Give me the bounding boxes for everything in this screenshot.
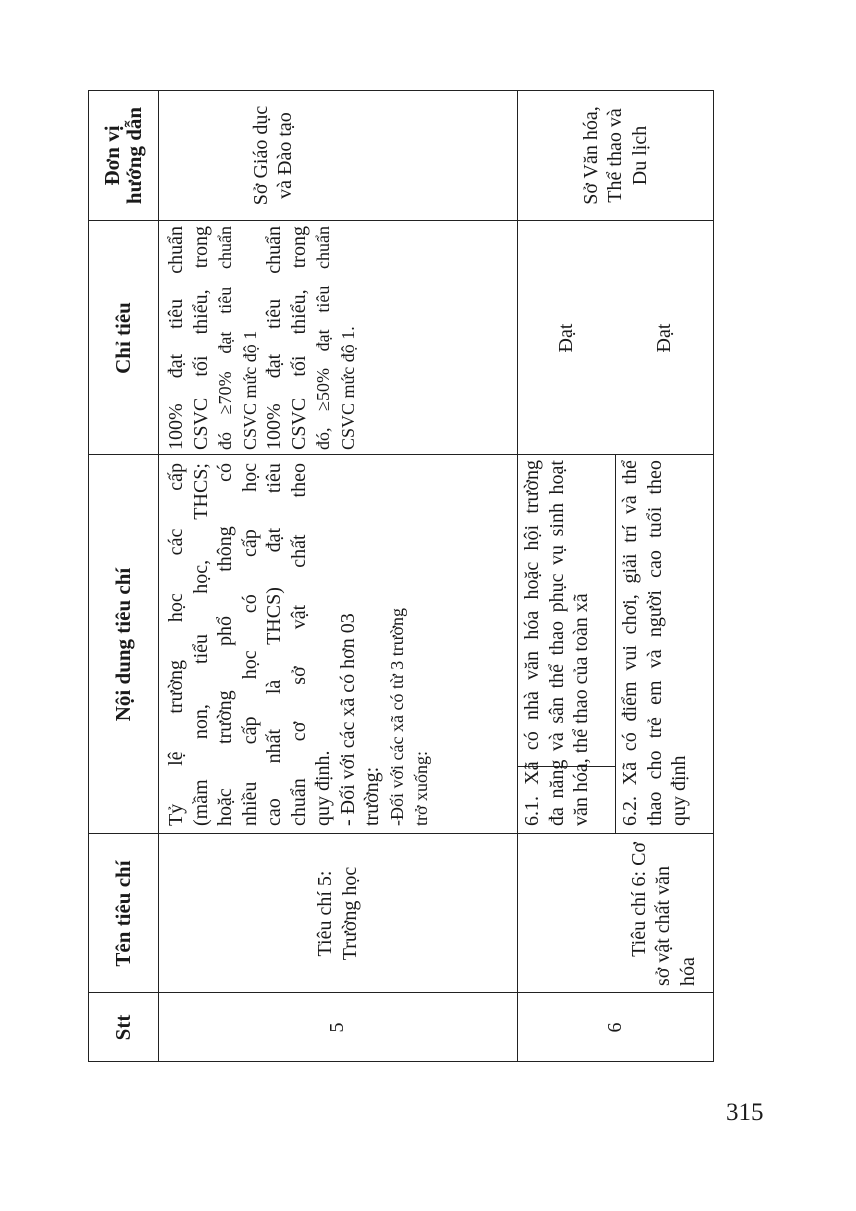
text-line: -Đối với các xã có từ 3 trường bbox=[386, 608, 407, 826]
text-line: đó ≥70% đạt tiêu chuẩn bbox=[215, 226, 235, 450]
row5-don-vi: Sở Giáo dục và Đào tạo bbox=[249, 105, 296, 206]
text-line: cao nhất là THCS) đạt tiêu bbox=[263, 463, 285, 826]
text-line: 6.2. Xã có điểm vui chơi, giải trí và thể bbox=[619, 460, 641, 826]
row6-don-vi: Sở Văn hóa, Thể thao và Du lịch bbox=[579, 106, 651, 205]
text-line: (mầm non, tiểu học, THCS; bbox=[189, 463, 212, 826]
subrow-divider bbox=[615, 455, 616, 834]
row6-sub-6-2 bbox=[618, 460, 692, 826]
row6-chi-tieu-6-1: Đạt bbox=[554, 323, 577, 353]
text-line: - Đối với các xã có hơn 03 bbox=[336, 613, 359, 826]
page-number: 315 bbox=[726, 1099, 764, 1126]
text-line: đa năng và sân thể thao phục vụ sinh hoạt bbox=[545, 460, 568, 826]
text-line: trở xuống: bbox=[411, 750, 431, 826]
header-noi-dung: Nội dung tiêu chí bbox=[111, 567, 135, 722]
text-line: nhiều cấp học có cấp học bbox=[238, 463, 261, 826]
text-line: chuẩn cơ sở vật chất theo bbox=[287, 463, 310, 826]
row5-ten-tieu-chi: Tiêu chí 5: Trường học bbox=[314, 866, 361, 961]
text-line: CSVC tối thiểu, trong bbox=[287, 226, 310, 450]
header-stt: Stt bbox=[111, 1014, 135, 1041]
text-line: 100% đạt tiêu chuẩn bbox=[263, 226, 285, 450]
text-line: 6.1. Xã có nhà văn hóa hoặc hội trường bbox=[521, 460, 543, 826]
text-line: quy định bbox=[668, 755, 690, 826]
row6-stt: 6 bbox=[604, 1022, 627, 1033]
text-line: 100% đạt tiêu chuẩn bbox=[165, 226, 187, 450]
row6-chi-tieu-6-2: Đạt bbox=[653, 323, 676, 353]
header-don-vi: Đơn vị hướng dẫn bbox=[100, 106, 146, 205]
row6-sub-6-1 bbox=[520, 460, 594, 826]
row5-chi-tieu bbox=[164, 226, 360, 450]
text-line: CSVC tối thiểu, trong bbox=[189, 226, 212, 450]
header-chi-tieu: Chỉ tiêu bbox=[111, 302, 135, 374]
criteria-table bbox=[88, 90, 714, 1062]
text-line: quy định. bbox=[312, 750, 334, 826]
text-line: thao cho trẻ em và người cao tuổi theo bbox=[643, 460, 666, 826]
text-line: trường: bbox=[361, 766, 383, 826]
row6-ten-tieu-chi: Tiêu chí 6: Cơ sở vật chất văn hóa bbox=[627, 842, 699, 986]
subrow-divider bbox=[615, 833, 714, 834]
text-line: Tỷ lệ trường học các cấp bbox=[165, 463, 187, 826]
text-line: đó, ≥50% đạt tiêu chuẩn bbox=[313, 226, 333, 450]
text-line: văn hóa, thể thao của toàn xã bbox=[570, 593, 592, 826]
rotated-table-page bbox=[88, 90, 714, 1062]
header-ten-tieu-chi: Tên tiêu chí bbox=[111, 860, 135, 967]
text-line: hoặc trường phổ thông có bbox=[214, 463, 236, 826]
row5-stt: 5 bbox=[326, 1022, 349, 1033]
text-line: CSVC mức độ 1 bbox=[239, 330, 260, 450]
row5-noi-dung bbox=[164, 463, 434, 826]
text-line: CSVC mức độ 1. bbox=[337, 326, 358, 450]
